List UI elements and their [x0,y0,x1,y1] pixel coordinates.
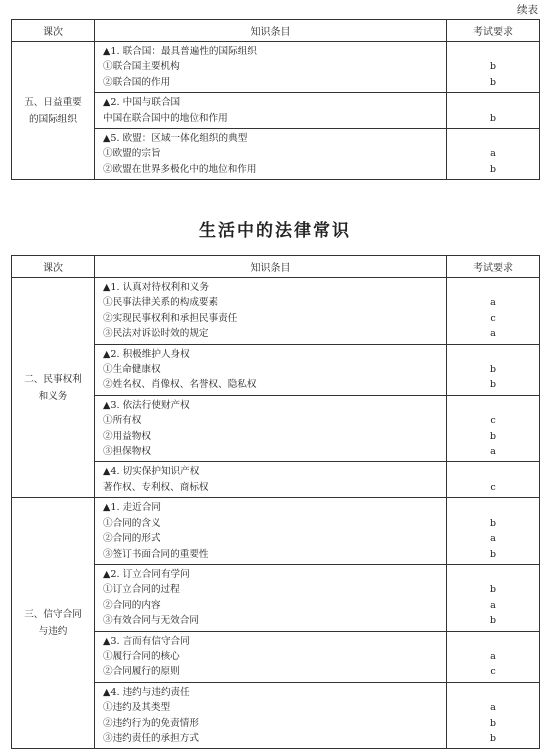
knowledge-item: ②联合国的作用 [103,76,171,88]
knowledge-item: 著作权、专利权、商标权 [103,481,209,493]
knowledge-item: ②合同的形式 [103,533,161,545]
requirement-level: b [489,112,497,124]
header-requirement: 考试要求 [447,256,540,278]
knowledge-cell [95,682,447,749]
requirement-level: b [489,61,497,73]
header-lesson: 课次 [12,256,95,278]
requirement-cell [447,631,540,682]
knowledge-item: ②违约行为的免责情形 [103,717,199,729]
requirement-level: a [490,702,496,714]
knowledge-item: ①履行合同的核心 [103,650,180,662]
requirement-level: b [489,615,497,627]
requirement-cell [447,129,540,180]
requirement-cell [447,93,540,129]
knowledge-cell [95,42,447,93]
requirement-cell [447,564,540,631]
table-header-row [12,256,540,278]
knowledge-item: ①订立合同的过程 [103,584,180,596]
requirement-level: a [490,446,496,458]
lesson-name-line: 三、信守合同 [24,609,82,621]
lesson-name-cell [12,42,95,180]
requirement-level: b [489,517,497,529]
knowledge-cell [95,278,447,345]
requirement-level: c [490,666,496,678]
knowledge-item: 中国在联合国中的地位和作用 [103,112,228,124]
continued-label: 续表 [517,4,538,16]
table-header-row [12,20,540,42]
knowledge-item: ②用益物权 [103,430,151,442]
knowledge-cell [95,462,447,498]
topic-title: ▲1. 走近合同 [103,502,161,514]
requirement-spacer [447,131,539,146]
knowledge-item: ①违约及其类型 [103,702,171,714]
requirement-cell [447,42,540,93]
requirement-spacer [447,500,539,515]
requirement-level: b [489,430,497,442]
requirement-level: c [490,481,496,493]
requirement-level: a [490,297,496,309]
knowledge-cell [95,498,447,565]
knowledge-cell [95,344,447,395]
requirement-spacer [447,567,539,582]
requirement-level: a [490,650,496,662]
requirement-cell [447,498,540,565]
requirement-level: c [490,415,496,427]
knowledge-cell [95,564,447,631]
knowledge-cell [95,129,447,180]
group-row [12,498,540,565]
requirement-level: b [489,732,497,744]
topic-title: ▲1. 联合国：最具普遍性的国际组织 [103,46,257,57]
section-title: 生活中的法律常识 [199,221,351,241]
group-row [12,42,540,93]
knowledge-item: ②合同的内容 [103,599,161,611]
requirement-spacer [447,398,539,413]
group-row [12,278,540,345]
topic-title: ▲2. 积极维护人身权 [103,348,190,360]
knowledge-cell [95,93,447,129]
requirement-level: b [489,548,497,560]
knowledge-item: ③有效合同与无效合同 [103,615,199,627]
lesson-name-line: 二、民事权利 [24,373,82,385]
table-international-organizations [11,19,540,180]
topic-title: ▲1. 认真对待权利和义务 [103,282,209,293]
requirement-level: a [490,599,496,611]
topic-title: ▲4. 违约与违约责任 [103,686,190,698]
knowledge-item: ②合同履行的原则 [103,666,180,678]
knowledge-item: ①欧盟的宗旨 [103,148,161,160]
knowledge-cell [95,395,447,462]
requirement-level: a [490,328,496,340]
requirement-level: b [489,379,497,391]
header-lesson: 课次 [12,20,95,42]
topic-title: ▲3. 依法行使财产权 [103,399,190,411]
knowledge-cell [95,631,447,682]
knowledge-item: ①所有权 [103,415,142,427]
topic-title: ▲2. 中国与联合国 [103,97,181,109]
lesson-name-line: 五、日益重要 [24,96,82,108]
requirement-cell [447,682,540,749]
knowledge-item: ③担保物权 [103,446,151,458]
lesson-name-cell [12,498,95,749]
topic-title: ▲3. 言而有信守合同 [103,635,190,647]
topic-title: ▲5. 欧盟：区域一体化组织的典型 [103,133,248,145]
knowledge-item: ①联合国主要机构 [103,61,180,73]
requirement-level: b [489,364,497,376]
knowledge-item: ②欧盟在世界多极化中的地位和作用 [103,163,257,175]
requirement-spacer [447,347,539,362]
topic-title: ▲4. 切实保护知识产权 [103,466,200,478]
requirement-level: a [490,533,496,545]
requirement-spacer [447,44,539,59]
requirement-cell [447,344,540,395]
table-legal-knowledge [11,255,540,749]
header-requirement: 考试要求 [447,20,540,42]
knowledge-item: ①合同的含义 [103,517,161,529]
requirement-level: b [489,163,497,175]
requirement-spacer [447,685,539,700]
knowledge-item: ③民法对诉讼时效的规定 [103,328,209,340]
requirement-spacer [447,95,539,110]
knowledge-item: ②实现民事权利和承担民事责任 [103,312,238,324]
requirement-level: b [489,76,497,88]
lesson-name-cell [12,278,95,498]
topic-title: ▲2. 订立合同有学问 [103,568,190,580]
lesson-name-line: 与违约 [38,626,68,638]
header-knowledge: 知识条目 [95,256,447,278]
lesson-name-line: 和义务 [38,390,68,402]
knowledge-item: ③签订书面合同的重要性 [103,548,209,560]
requirement-level: b [489,584,497,596]
knowledge-item: ③违约责任的承担方式 [103,732,199,744]
requirement-cell [447,395,540,462]
knowledge-item: ②姓名权、肖像权、名誉权、隐私权 [103,379,257,391]
header-knowledge: 知识条目 [95,20,447,42]
requirement-level: c [490,312,496,324]
requirement-cell [447,278,540,345]
knowledge-item: ①民事法律关系的构成要素 [103,297,219,309]
requirement-spacer [447,464,539,479]
requirement-cell [447,462,540,498]
requirement-spacer [447,634,539,649]
requirement-level: b [489,717,497,729]
lesson-name-line: 的国际组织 [29,113,77,125]
requirement-spacer [447,280,539,295]
requirement-level: a [490,148,496,160]
knowledge-item: ①生命健康权 [103,364,161,376]
